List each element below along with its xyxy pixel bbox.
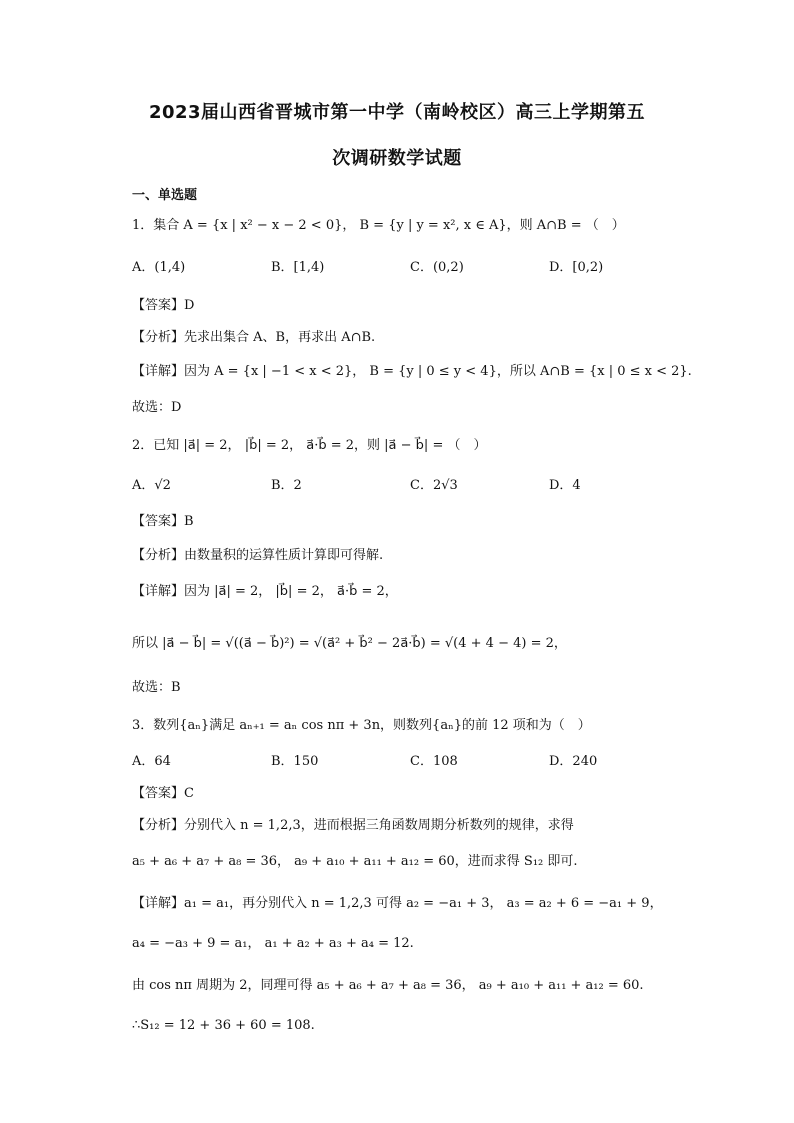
q2-detail: 【详解】因为 |a⃗| = 2， |b⃗| = 2， a⃗·b⃗ = 2，: [132, 584, 398, 599]
q1-option-c: C．(0,2): [410, 260, 464, 275]
q3-analysis: 【分析】分别代入 n = 1,2,3，进而根据三角函数周期分析数列的规律，求得: [132, 818, 574, 833]
q1-analysis: 【分析】先求出集合 A、B，再求出 A∩B.: [132, 330, 376, 345]
q2-analysis: 【分析】由数量积的运算性质计算即可得解.: [132, 548, 384, 563]
title-line-2: 次调研数学试题: [332, 148, 462, 169]
q2-option-a: A．√2: [132, 478, 171, 493]
q2-detail-2: 所以 |a⃗ − b⃗| = √((a⃗ − b⃗)²) = √(a⃗² + b⃗² − 2a⃗·b⃗) = √(4 + 4 − 4) = 2，: [132, 636, 567, 651]
q2-option-b: B．2: [271, 478, 302, 493]
q3-stem: 3．数列{aₙ}满足 aₙ₊₁ = aₙ cos nπ + 3n，则数列{aₙ}的前 12 项和为（ ）: [132, 718, 591, 733]
title-line-1: 2023届山西省晋城市第一中学（南岭校区）高三上学期第五: [148, 102, 646, 123]
q1-detail: 【详解】因为 A = {x | −1 < x < 2}， B = {y | 0 ≤ y < 4}，所以 A∩B = {x | 0 ≤ x < 2}.: [132, 364, 692, 379]
q3-option-b: B．150: [271, 754, 319, 769]
q1-stem: 1．集合 A = {x | x² − x − 2 < 0}， B = {y | y = x², x ∈ A}，则 A∩B = （ ）: [132, 218, 625, 233]
q1-answer: 【答案】D: [132, 298, 195, 313]
q2-answer: 【答案】B: [132, 514, 194, 529]
q2-option-d: D．4: [549, 478, 581, 493]
q3-detail-4: ∴S₁₂ = 12 + 36 + 60 = 108.: [132, 1018, 315, 1033]
q3-answer: 【答案】C: [132, 786, 194, 801]
q3-analysis-2: a₅ + a₆ + a₇ + a₈ = 36， a₉ + a₁₀ + a₁₁ + a₁₂ = 60，进而求得 S₁₂ 即可.: [132, 854, 578, 869]
q2-stem: 2．已知 |a⃗| = 2， |b⃗| = 2， a⃗·b⃗ = 2，则 |a⃗ − b⃗| = （ ）: [132, 438, 487, 453]
q2-option-c: C．2√3: [410, 478, 458, 493]
q1-option-d: D．[0,2): [549, 260, 604, 275]
q3-option-d: D．240: [549, 754, 598, 769]
q3-option-a: A．64: [132, 754, 171, 769]
q2-conclusion: 故选：B: [132, 680, 181, 695]
q1-option-a: A．(1,4): [132, 260, 186, 275]
q3-detail-2: a₄ = −a₃ + 9 = a₁， a₁ + a₂ + a₃ + a₄ = 12.: [132, 936, 414, 951]
q3-option-c: C．108: [410, 754, 458, 769]
q3-detail: 【详解】a₁ = a₁，再分别代入 n = 1,2,3 可得 a₂ = −a₁ + 3， a₃ = a₂ + 6 = −a₁ + 9，: [132, 896, 663, 911]
q1-conclusion: 故选：D: [132, 400, 182, 415]
q1-option-b: B．[1,4): [271, 260, 325, 275]
q3-detail-3: 由 cos nπ 周期为 2，同理可得 a₅ + a₆ + a₇ + a₈ = 36， a₉ + a₁₀ + a₁₁ + a₁₂ = 60.: [132, 978, 644, 993]
section-heading: 一、单选题: [132, 188, 198, 203]
